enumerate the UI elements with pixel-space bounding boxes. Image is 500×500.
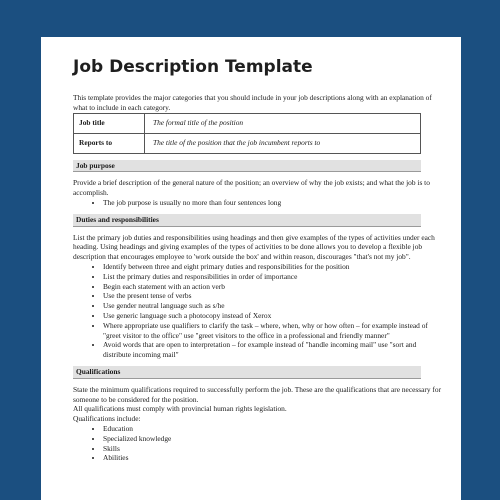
job-purpose-text: Provide a brief description of the general nature of the position; an overview of why the job exists; and what the job is to accomplish. <box>73 178 430 198</box>
reports-to-label: Reports to <box>74 133 145 153</box>
list-item: • The job purpose is usually no more than four sentences long <box>103 198 445 208</box>
page-title: Job Description Template <box>73 57 313 77</box>
document-body <box>73 93 445 463</box>
section-heading-duties: Duties and responsibilities <box>73 214 421 227</box>
qualifications-text-3: Qualifications include: <box>73 414 141 424</box>
list-item: • Specialized knowledge <box>103 434 445 444</box>
list-item: • Use gender neutral language such as s/he <box>103 301 445 311</box>
qualifications-list <box>73 424 445 463</box>
job-title-label: Job title <box>74 113 145 133</box>
qualifications-text-2: All qualifications must comply with provincial human rights legislation. <box>73 404 287 414</box>
list-item: • Use the present tense of verbs <box>103 291 445 301</box>
section-heading-job-purpose: Job purpose <box>73 160 421 173</box>
list-item: • Where appropriate use qualifiers to clarify the task – where, when, why or how often – for example instead of "greet visitor to the office" use "greet visitors to the office in a professional and friendly manner" <box>103 321 445 341</box>
section-heading-qualifications: Qualifications <box>73 366 421 379</box>
table-row <box>74 113 421 133</box>
list-item: • Use generic language such a photocopy instead of Xerox <box>103 311 445 321</box>
job-purpose-list <box>73 198 445 208</box>
list-item: • Begin each statement with an action verb <box>103 282 445 292</box>
intro-text: This template provides the major categories that you should include in your job descriptions along with an explanation of what to include in each category. <box>73 93 432 112</box>
job-title-value: The formal title of the position <box>145 113 421 133</box>
table-row <box>74 133 421 153</box>
list-item: • Identify between three and eight primary duties and responsibilities for the position <box>103 262 445 272</box>
qualifications-text-1: State the minimum qualifications required to successfully perform the job. These are the qualifications that are necessary for someone to be considered for the position. <box>73 384 442 404</box>
list-item: • Avoid words that are open to interpretation – for example instead of "handle incoming mail" use "sort and distribute incoming mail" <box>103 340 445 360</box>
duties-text: List the primary job duties and responsibilities using headings and then give examples of the types of activities under each heading. Using headings and giving examples of the types of activities to be done allows you to develop a flexible job description that encourages employee to 'work outside the box' and within reason, discourages "that's not my job". <box>73 232 435 262</box>
list-item: • List the primary duties and responsibilities in order of importance <box>103 272 445 282</box>
duties-list <box>73 262 445 360</box>
document-page <box>41 37 461 500</box>
list-item: • Abilities <box>103 453 445 463</box>
reports-to-value: The title of the position that the job incumbent reports to <box>145 133 421 153</box>
job-info-table <box>73 113 421 154</box>
list-item: • Education <box>103 424 445 434</box>
list-item: • Skills <box>103 444 445 454</box>
